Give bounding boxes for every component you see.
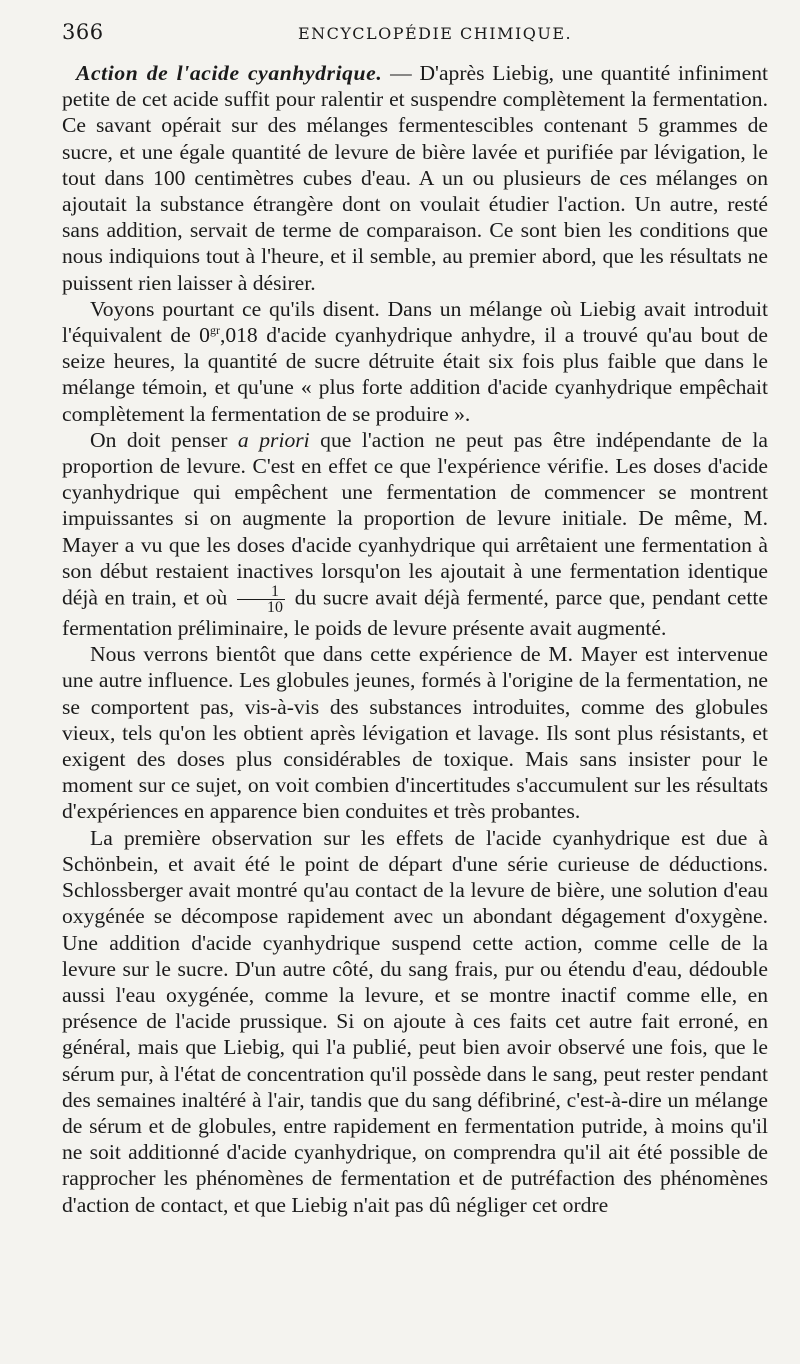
paragraph-4-text: Nous verrons bientôt que dans cette expérience de M. Mayer est intervenue une autre influence. Les globules jeunes, formés à l'origine de la fermentation, ne se comportent pas, vis-à-vis des substances introduites, comme des globules vieux, tels qu'on les obtient après lévigation et lavage. Ils sont plus résistants, et exigent des doses plus considérables de toxique. Mais sans insister pour le moment sur ce sujet, on voit combien d'incertitudes s'accumulent sur les résultats d'expériences en apparence bien conduites et très probantes. — [62, 642, 768, 824]
fraction-numerator: 1 — [237, 584, 285, 600]
paragraph-3-text-b: que l'action ne peut pas être indépendante de la proportion de levure. C'est en effet ce que l'expérience vérifie. Les doses d'acide cyanhydrique qui empêchent une fermentation de commencer se montrent impuissantes si on augmente la proportion de levure initiale. De même, M. Mayer a vu que les doses d'acide cyanhydrique qui arrêtaient une fermentation à son début restaient inactives lorsqu'on les ajoutait à une fermentation identique déjà en train, et où — [62, 427, 768, 610]
paragraph-2-text-a: Voyons pourtant ce qu'ils disent. Dans un mélange où Liebig avait introduit l'équivalent de 0 — [62, 296, 768, 348]
paragraph-4 — [62, 641, 768, 824]
fraction-denominator: 10 — [267, 599, 284, 617]
section-title: Action de l'acide cyanhydrique. — [76, 61, 383, 85]
page-header — [62, 20, 778, 48]
paragraph-1 — [62, 60, 768, 296]
paragraph-5-text: La première observation sur les effets de l'acide cyanhydrique est due à Schönbein, et avait été le point de départ d'une série curieuse de déductions. Schlossberger avait montré qu'au contact de la levure de bière, une solution d'eau oxygénée se décompose rapidement avec un abondant dégagement d'oxygène. Une addition d'acide cyanhydrique suspend cette action, comme celle de la levure sur le sucre. D'un autre côté, du sang frais, pur ou étendu d'eau, dédouble aussi l'eau oxygénée, comme la levure, et se montre inactif comme elle, en présence de l'acide prussique. Si on ajoute à ces faits cet autre fait erroné, en général, mais que Liebig, qui l'a publié, peut bien avoir observé une fois, que le sérum pur, à l'état de concentration qu'il possède dans le sang, peut rester pendant des semaines inaltéré à l'air, tandis que du sang défibriné, c'est-à-dire un mélange de sérum et de globules, entre rapidement en fermentation putride, à moins qu'il ne soit additionné d'acide cyanhydrique, on comprendra qu'il ait été possible de rapprocher les phénomènes de fermentation et de putréfaction des phénomènes d'action de contact, et que Liebig n'ait pas dû négliger cet ordre — [62, 825, 768, 1217]
paragraph-1-text: — D'après Liebig, une quantité infiniment petite de cet acide suffit pour ralentir et suspendre complètement la fermentation. Ce savant opérait sur des mélanges fermentescibles contenant 5 grammes de sucre, et une égale quantité de levure de bière lavée et purifiée par lévigation, le tout dans 100 centimètres cubes d'eau. A un ou plusieurs de ces mélanges on ajoutait la substance étrangère dont on voulait étudier l'action. Un autre, resté sans addition, servait de terme de comparaison. Ce sont bien les conditions que nous indiquions tout à l'heure, et il semble, au premier abord, que les résultats ne puissent rien laisser à désirer. — [62, 61, 768, 295]
paragraph-3 — [62, 427, 768, 641]
running-title: ENCYCLOPÉDIE CHIMIQUE. — [298, 24, 573, 43]
page-number: 366 — [62, 20, 104, 44]
paragraph-2-text-b: ,018 d'acide cyanhydrique anhydre, il a trouvé qu'au bout de seize heures, la quantité de sucre détruite était six fois plus faible que dans le mélange témoin, et qu'une « plus forte addition d'acide cyanhydrique empêchait complètement la fermentation de se produire ». — [62, 323, 768, 426]
paragraph-3-text-c: du sucre avait déjà fermenté, parce que, pendant cette fermentation préliminaire, le poids de levure présente avait augmenté. — [62, 585, 768, 641]
paragraph-5 — [62, 825, 768, 1218]
gram-unit-superscript: gr — [209, 322, 220, 337]
italic-a-priori: a priori — [237, 427, 310, 452]
paragraph-3-text-a: On doit penser — [90, 427, 238, 452]
fraction-one-tenth — [237, 584, 285, 615]
paragraph-2 — [62, 296, 768, 427]
body-text — [62, 60, 768, 1218]
